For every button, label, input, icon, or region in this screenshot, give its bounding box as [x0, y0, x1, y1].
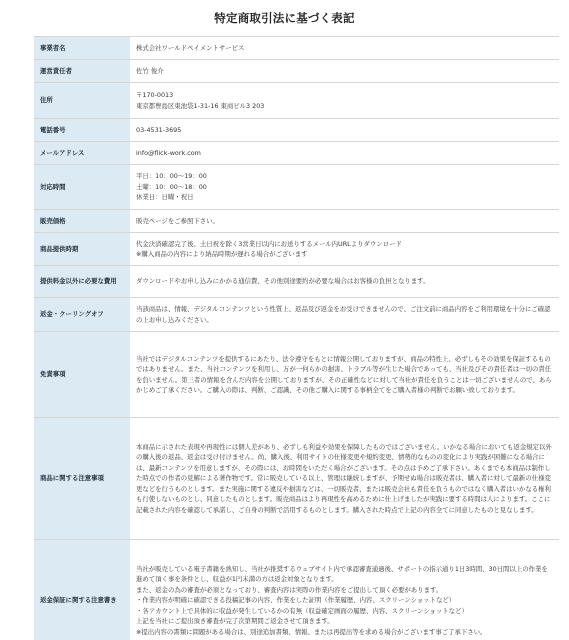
row-value-text: 本商品に示された表現や再現性には個人差があり、必ずしも利益や効果を保障したものではございません。いかなる場合においても返金規定以外の購入後の返品、返金は受け付けません。尚、購入後、利用サイトの仕様変更や規約変更、情勢的なものの変化により実践が困難になる場合には、最新コンテンツを用意しますが、その際には、お時間をいただく場合がございます。その点は予めご了承下さい。あくまでも本商品は制作した時点での作者の見解による著作物です。常に販売している以上、管理は継続しますが、予期せぬ場合は販売者は、購入者に対して最新の仕様変更などを行うものとします。また実施に関する違反や損害などは、一切販売者、または販売会社も責任を負うものではなく購入者はいかなる権利も行使しないものとし、同意したものとします。販売商品はより再現性を高めるために仕上げましたが実践に要する時間は人によります。ここに記載された内容を確認して承諾し、ご自身の判断で活用するものとします。購入された時点で上記の内容全てに同意したものと見なします。 — [136, 442, 552, 514]
row-label: 商品に関する注意事項 — [34, 418, 130, 540]
row-label: 電話番号 — [34, 119, 130, 142]
row-value — [130, 119, 559, 142]
table-row — [34, 266, 559, 298]
row-label: 返金保証に関する注意書き — [34, 540, 130, 640]
row-value-text: 当社ではデジタルコンテンツを提供するにあたり、法令遵守をもとに情報公開しておりますが、商品の特性上、必ずしもその効果を保証するものではありません。また、当社コンテンツを利用し、万が一何らかの損害、トラブル等が生じた場合であっても、当社及びその責任者は一切の責任を負いません。第三者の情報を含んだ内容を公開しておりますが、その正確性などに対して当社が責任を負うことは一切ございませんので、あらかじめご了承ください。ご購入の際は、判断、ご認識、その他ご購入に関する事柄全てをご購入者様の判断でお願い致しております。 — [136, 354, 552, 394]
row-label: 商品提供時期 — [34, 233, 130, 266]
row-label: 運営責任者 — [34, 60, 130, 83]
row-value — [130, 60, 559, 83]
row-value — [130, 142, 559, 165]
row-value — [130, 233, 559, 266]
table-row — [34, 298, 559, 332]
row-value — [130, 418, 559, 540]
row-value-text: 当社が販売している電子書籍を熟知し、当社が推奨するウェブサイト内で承認審査通過後、サポートの指示通り1日3時間、30日間以上の作業を進めて頂く事を条件とし、収益が1円未満の方は返金対象となります。 また、返金の為の審査が必須となっており、審査内容は実際の作業内容をご提出して頂く必要があります。 ・作業内容が明確に確認できる投稿記事の内容、作業をした証明（作業履歴、内容、スクリーンショットなど） ・各アカウント上で具体的に収益が発生しているかの有無（収益確定画面の履歴、内容、スクリーンショットなど） 上記を当社にご提出頂き審査が完了次第期間ご返金させて頂きます。 ※提出内容の書類に問題がある場合は、別途追加書類、情報、または再提出等を求める場合がございます事ご了承下さい。 — [136, 564, 548, 636]
row-label: 対応時間 — [34, 165, 130, 210]
row-value — [130, 37, 559, 60]
email-value: info@flick-work.com — [136, 148, 201, 157]
table-row — [34, 119, 559, 142]
row-value-text: 当該商品は、情報、デジタルコンテンツという性質上、返品及び返金をお受けできませんので、ご注文前に商品内容をご利用環境を十分にご確認の上お申し込みください。 — [136, 305, 551, 324]
table-row — [34, 332, 559, 418]
row-value — [130, 298, 559, 332]
table-row — [34, 418, 559, 540]
row-value — [130, 332, 559, 418]
row-value — [130, 540, 559, 640]
row-label: 返金・クーリングオフ — [34, 298, 130, 332]
row-value-text: 代金決済確認完了後、土日祝を除く3営業日以内にお送りするメール内URLよりダウンロード ※購入商品の内容により納品時期が遅れる場合がございます — [136, 239, 402, 258]
row-value-text: 03-4531-3695 — [136, 125, 182, 134]
row-value-text: 販売ページをご参照下さい。 — [136, 216, 219, 225]
table-row — [34, 233, 559, 266]
row-value-text: 株式会社ワールドペイメントサービス — [136, 43, 245, 52]
table-row — [34, 210, 559, 233]
row-value-text: 〒170-0013 東京都豊島区東池袋1-31-16 東商ビル3 203 — [136, 91, 265, 110]
row-label: 提供料金以外に必要な費用 — [34, 266, 130, 298]
row-value — [130, 83, 559, 119]
legal-notice-table — [34, 36, 559, 640]
row-label: 販売価格 — [34, 210, 130, 233]
row-value — [130, 210, 559, 233]
page-title: 特定商取引法に基づく表記 — [214, 11, 355, 25]
row-label: メールアドレス — [34, 142, 130, 165]
row-value-text: ダウンロードやお申し込みにかかる通信費、その他別途要約が必要な場合はお客様の負担となります。 — [136, 277, 430, 286]
row-value-text: 平日：10：00〜19：00 土曜：10：00〜18：00 休業日：日曜・祝日 — [136, 172, 207, 202]
row-value — [130, 266, 559, 298]
table-row — [34, 83, 559, 119]
row-label: 事業者名 — [34, 37, 130, 60]
table-row — [34, 165, 559, 210]
table-row — [34, 142, 559, 165]
table-row — [34, 60, 559, 83]
table-row — [34, 540, 559, 640]
row-value — [130, 165, 559, 210]
row-label: 免責事項 — [34, 332, 130, 418]
row-label: 住所 — [34, 83, 130, 119]
table-row — [34, 37, 559, 60]
row-value-text: 佐竹 俊介 — [136, 66, 164, 75]
